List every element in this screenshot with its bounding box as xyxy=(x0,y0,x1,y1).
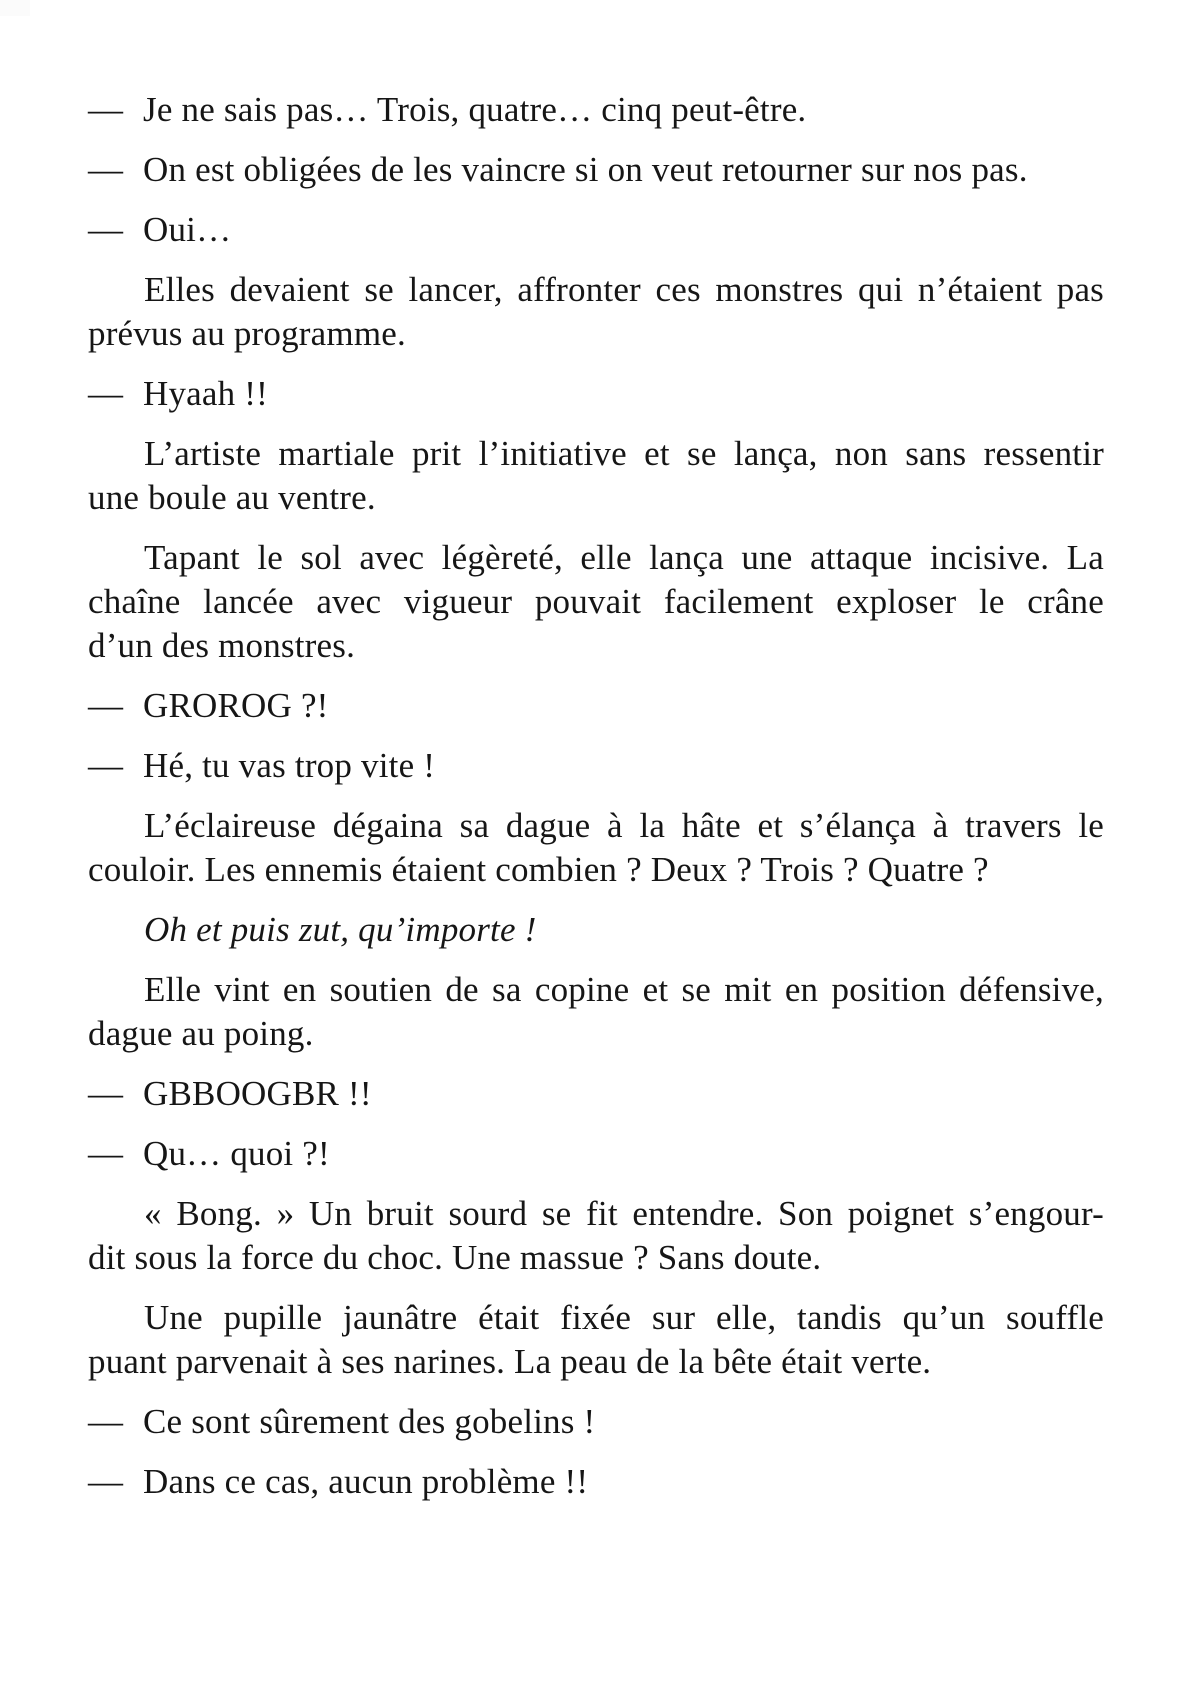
text-line: couloir. Les ennemis étaient combien ? Deux ? Trois ? Quatre ? xyxy=(88,850,989,889)
text-line: — Qu… quoi ?! xyxy=(88,1134,330,1173)
text-line: dague au poing. xyxy=(88,1014,314,1053)
dialogue-paragraph xyxy=(88,148,1104,192)
dialogue-dash: — xyxy=(88,1462,123,1501)
text-block xyxy=(88,0,1104,1504)
text-line: dit sous la force du choc. Une massue ? Sans doute. xyxy=(88,1238,822,1277)
dialogue-dash: — xyxy=(88,746,123,785)
narrative-paragraph xyxy=(88,968,1104,1056)
narrative-paragraph xyxy=(88,268,1104,356)
text-line: Une pupille jaunâtre était fixée sur elle, tandis qu’un souffle xyxy=(144,1298,1104,1337)
narrative-paragraph xyxy=(88,432,1104,520)
narrative-paragraph xyxy=(88,1296,1104,1384)
text-line: chaîne lancée avec vigueur pouvait facilement exploser le crâne xyxy=(88,582,1104,621)
narrative-paragraph xyxy=(88,908,1104,952)
dialogue-dash: — xyxy=(88,150,123,189)
dialogue-dash: — xyxy=(88,1402,123,1441)
narrative-paragraph xyxy=(88,804,1104,892)
dialogue-paragraph xyxy=(88,208,1104,252)
dialogue-paragraph xyxy=(88,1400,1104,1444)
dialogue-dash: — xyxy=(88,374,123,413)
dialogue-paragraph xyxy=(88,1072,1104,1116)
text-line: « Bong. » Un bruit sourd se fit entendre. Son poignet s’engour- xyxy=(144,1194,1104,1233)
dialogue-paragraph xyxy=(88,1132,1104,1176)
text-line: — Je ne sais pas… Trois, quatre… cinq peut-être. xyxy=(88,90,807,129)
dialogue-paragraph xyxy=(88,372,1104,416)
text-line: Oh et puis zut, qu’importe ! xyxy=(144,910,537,949)
text-line: L’éclaireuse dégaina sa dague à la hâte et s’élança à travers le xyxy=(144,806,1104,845)
text-line: — On est obligées de les vaincre si on veut retourner sur nos pas. xyxy=(88,150,1028,189)
text-line: prévus au programme. xyxy=(88,314,406,353)
dialogue-paragraph xyxy=(88,88,1104,132)
dialogue-dash: — xyxy=(88,210,123,249)
text-line: — GBBOOGBR !! xyxy=(88,1074,372,1113)
text-line: — Dans ce cas, aucun problème !! xyxy=(88,1462,589,1501)
text-line: — GROROG ?! xyxy=(88,686,329,725)
narrative-paragraph xyxy=(88,1192,1104,1280)
text-line: — Oui… xyxy=(88,210,232,249)
text-line: Tapant le sol avec légèreté, elle lança une attaque incisive. La xyxy=(144,538,1104,577)
dialogue-dash: — xyxy=(88,1074,123,1113)
text-line: Elles devaient se lancer, affronter ces monstres qui n’étaient pas xyxy=(144,270,1104,309)
text-line: puant parvenait à ses narines. La peau de la bête était verte. xyxy=(88,1342,932,1381)
dialogue-dash: — xyxy=(88,686,123,725)
text-line: d’un des monstres. xyxy=(88,626,356,665)
text-line: — Ce sont sûrement des gobelins ! xyxy=(88,1402,596,1441)
narrative-paragraph xyxy=(88,536,1104,668)
scan-corner-artifact xyxy=(0,0,30,16)
text-line: — Hyaah !! xyxy=(88,374,269,413)
dialogue-paragraph xyxy=(88,1460,1104,1504)
text-line: — Hé, tu vas trop vite ! xyxy=(88,746,436,785)
dialogue-paragraph xyxy=(88,744,1104,788)
dialogue-paragraph xyxy=(88,684,1104,728)
text-line: Elle vint en soutien de sa copine et se mit en position défensive, xyxy=(144,970,1104,1009)
dialogue-dash: — xyxy=(88,1134,123,1173)
dialogue-dash: — xyxy=(88,90,123,129)
text-line: L’artiste martiale prit l’initiative et se lança, non sans ressentir xyxy=(144,434,1104,473)
text-line: une boule au ventre. xyxy=(88,478,376,517)
